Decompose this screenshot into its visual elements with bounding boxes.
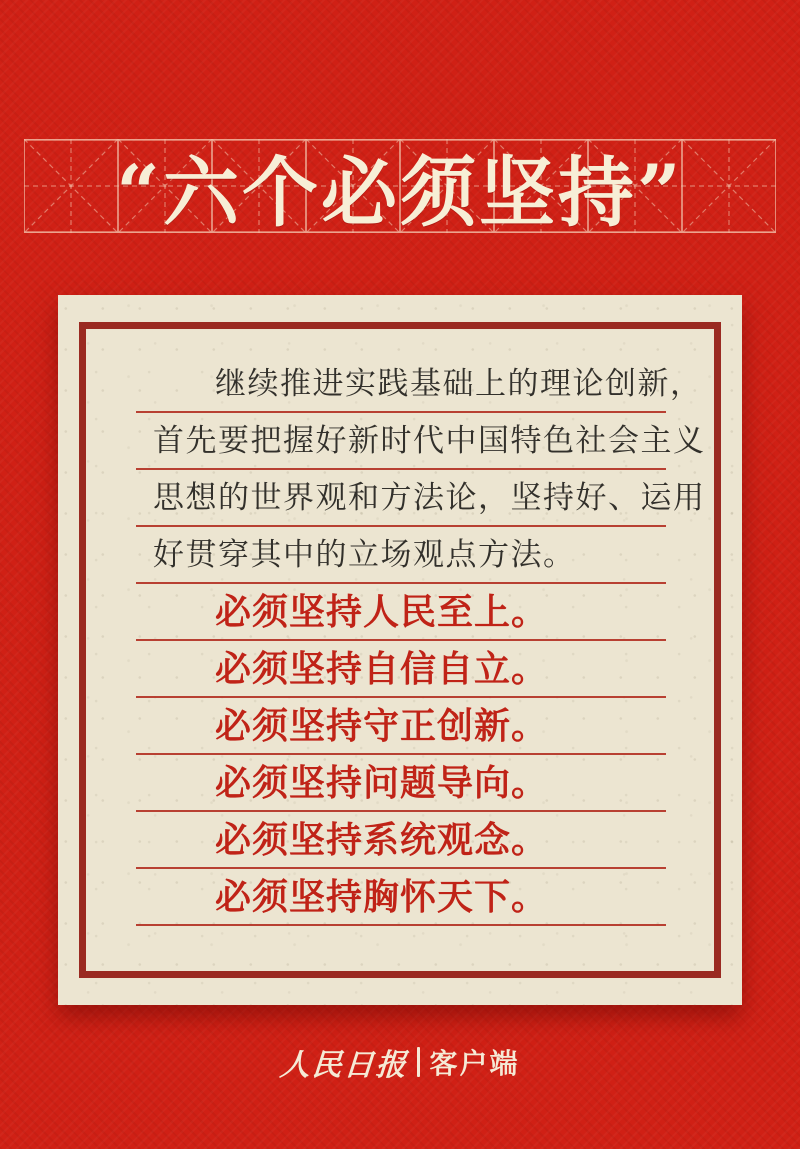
text-line: 思想的世界观和方法论，坚持好、运用 xyxy=(136,470,666,527)
text-line: 继续推进实践基础上的理论创新， xyxy=(136,356,666,413)
text-line: 首先要把握好新时代中国特色社会主义 xyxy=(136,413,666,470)
title-banner xyxy=(24,139,776,237)
text-line: 必须坚持人民至上。 xyxy=(136,584,666,641)
peoples-daily-wordmark: 人民日报 xyxy=(279,1048,410,1083)
card-text-lines xyxy=(136,356,706,926)
text-line: 好贯穿其中的立场观点方法。 xyxy=(136,527,666,584)
poster-title: “六个必须坚持” xyxy=(116,147,684,237)
text-line: 必须坚持系统观念。 xyxy=(136,812,666,869)
text-line: 必须坚持守正创新。 xyxy=(136,698,666,755)
text-line: 必须坚持自信自立。 xyxy=(136,641,666,698)
footer-logo xyxy=(0,1040,800,1084)
text-line: 必须坚持问题导向。 xyxy=(136,755,666,812)
logo-divider xyxy=(417,1047,420,1077)
paper-card xyxy=(58,295,742,1005)
client-app-label: 客户端 xyxy=(429,1048,520,1079)
text-line: 必须坚持胸怀天下。 xyxy=(136,869,666,926)
